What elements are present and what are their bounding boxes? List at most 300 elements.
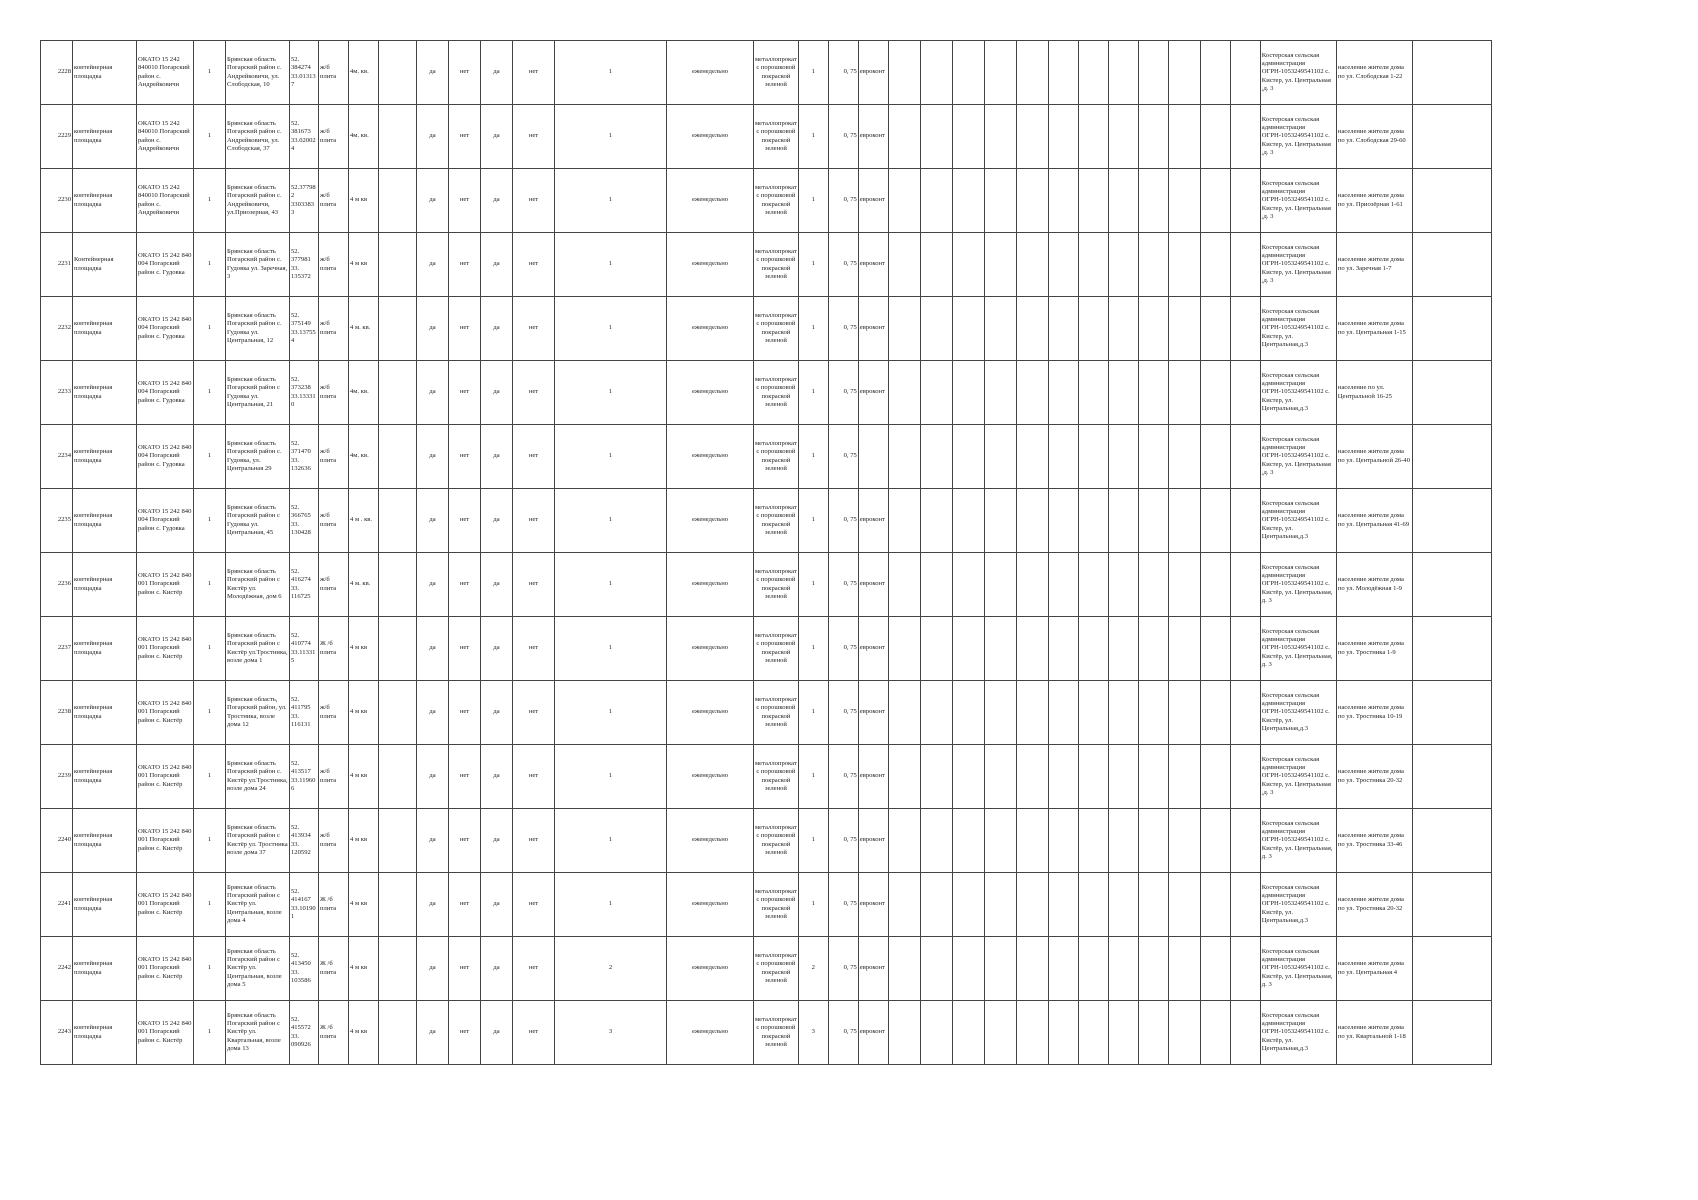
site-area: 4 м кв (349, 873, 379, 937)
blank-cell (952, 233, 984, 297)
blank-cell (952, 41, 984, 105)
site-area: 4 м кв (349, 809, 379, 873)
fence-flag: да (417, 553, 449, 617)
container-kind: евроконт (858, 233, 888, 297)
table-row (41, 745, 1492, 809)
site-type: контейнерная площадка (73, 361, 137, 425)
blank-cell (1412, 553, 1491, 617)
blank-cell (1016, 105, 1048, 169)
row-number: 2233 (41, 361, 73, 425)
blank-cell (984, 745, 1016, 809)
container-material: металлопрокат с порошковой покраской зеленой (754, 873, 799, 937)
container-count-total: 2 (798, 937, 828, 1001)
container-kind: евроконт (858, 105, 888, 169)
container-volume: 0, 75 (828, 297, 858, 361)
blank-cell (379, 105, 417, 169)
access-flag: да (481, 937, 513, 1001)
blank-cell (1230, 361, 1260, 425)
blank-cell (1108, 873, 1138, 937)
coordinates: 52. 384274 33.01313 7 (290, 41, 319, 105)
surface-type: ж/б плита (319, 425, 349, 489)
blank-cell (379, 809, 417, 873)
table-row (41, 425, 1492, 489)
blank-cell (1168, 937, 1200, 1001)
blank-cell (1048, 297, 1078, 361)
okato-code: ОКАТО 15 242 840 001 Погарский район с. Кистёр (137, 553, 194, 617)
container-kind: евроконт (858, 553, 888, 617)
blank-cell (1138, 41, 1168, 105)
waste-sites-table (40, 40, 1492, 1065)
container-material: металлопрокат с порошковой покраской зеленой (754, 553, 799, 617)
roof-flag: нет (449, 361, 481, 425)
site-address: Брянская область Погарский район с. Гудовка, ул. Центральная 29 (226, 425, 290, 489)
container-count-total: 1 (798, 41, 828, 105)
site-type: контейнерная площадка (73, 489, 137, 553)
blank-cell (379, 489, 417, 553)
blank-cell (984, 425, 1016, 489)
blank-cell (1078, 105, 1108, 169)
okato-code: ОКАТО 15 242 840010 Погарский район с. Андрейковичи (137, 41, 194, 105)
blank-cell (1200, 937, 1230, 1001)
blank-cell (1048, 41, 1078, 105)
roof-flag: нет (449, 297, 481, 361)
blank-cell (1412, 681, 1491, 745)
blank-cell (1230, 617, 1260, 681)
surface-type: ж/б плита (319, 105, 349, 169)
site-count: 1 (194, 425, 226, 489)
separate-flag: нет (513, 873, 555, 937)
table-row (41, 1001, 1492, 1065)
blank-cell (952, 489, 984, 553)
blank-cell (1078, 361, 1108, 425)
container-kind: евроконт (858, 937, 888, 1001)
blank-cell (920, 681, 952, 745)
blank-cell (1016, 425, 1048, 489)
okato-code: ОКАТО 15 242 840 001 Погарский район с. Кистёр (137, 681, 194, 745)
owner-info: Костерская сельская администрация ОГРН-1053249541102 с. Кистёр, ул. Центральная,д.3 (1260, 681, 1336, 745)
row-number: 2229 (41, 105, 73, 169)
separate-flag: нет (513, 425, 555, 489)
blank-cell (952, 169, 984, 233)
blank-cell (952, 553, 984, 617)
table-row (41, 617, 1492, 681)
surface-type: ж/б плита (319, 745, 349, 809)
blank-cell (1412, 41, 1491, 105)
blank-cell (1108, 361, 1138, 425)
site-area: 4 м кв (349, 233, 379, 297)
blank-cell (1412, 1001, 1491, 1065)
container-volume: 0, 75 (828, 233, 858, 297)
fence-flag: да (417, 681, 449, 745)
blank-cell (1048, 553, 1078, 617)
blank-cell (1048, 681, 1078, 745)
blank-cell (1412, 297, 1491, 361)
container-volume: 0, 75 (828, 425, 858, 489)
blank-cell (379, 553, 417, 617)
blank-cell (1048, 1001, 1078, 1065)
site-type: Контейнерная площадка (73, 233, 137, 297)
owner-info: Костерская сельская администрация ОГРН-1053249541102 с. Кистер, ул. Центральная ,д. 3 (1260, 745, 1336, 809)
blank-cell (888, 41, 920, 105)
blank-cell (1016, 745, 1048, 809)
blank-cell (1168, 681, 1200, 745)
blank-cell (379, 169, 417, 233)
blank-cell (1230, 745, 1260, 809)
blank-cell (1078, 297, 1108, 361)
blank-cell (1078, 617, 1108, 681)
site-area: 4 м. кв. (349, 297, 379, 361)
container-kind: евроконт (858, 873, 888, 937)
coordinates: 52. 366765 33. 130428 (290, 489, 319, 553)
site-count: 1 (194, 809, 226, 873)
surface-type: Ж /б плита (319, 1001, 349, 1065)
site-address: Брянская область Погарский район с Кистёр ул. Тростника возле дома 37 (226, 809, 290, 873)
container-count: 1 (555, 425, 667, 489)
blank-cell (984, 489, 1016, 553)
okato-code: ОКАТО 15 242 840 004 Погарский район с. Гудовка (137, 425, 194, 489)
blank-cell (1048, 745, 1078, 809)
roof-flag: нет (449, 745, 481, 809)
waste-source: население жители дома по ул. Тростника 20-32 (1336, 873, 1412, 937)
blank-cell (1078, 41, 1108, 105)
blank-cell (1016, 553, 1048, 617)
container-count: 1 (555, 809, 667, 873)
okato-code: ОКАТО 15 242 840 001 Погарский район с. Кистёр (137, 745, 194, 809)
pickup-frequency: еженедельно (667, 361, 754, 425)
blank-cell (920, 553, 952, 617)
table-row (41, 873, 1492, 937)
blank-cell (379, 361, 417, 425)
blank-cell (1168, 1001, 1200, 1065)
coordinates: 52. 415572 33. 090926 (290, 1001, 319, 1065)
row-number: 2234 (41, 425, 73, 489)
blank-cell (888, 105, 920, 169)
table-row (41, 105, 1492, 169)
blank-cell (1138, 617, 1168, 681)
blank-cell (952, 617, 984, 681)
site-count: 1 (194, 553, 226, 617)
blank-cell (1078, 169, 1108, 233)
blank-cell (1048, 873, 1078, 937)
access-flag: да (481, 809, 513, 873)
container-volume: 0, 75 (828, 745, 858, 809)
site-address: Брянская область Погарский район с. Андрейковичи, ул. Слободская, 37 (226, 105, 290, 169)
okato-code: ОКАТО 15 242 840 004 Погарский район с. Гудовка (137, 297, 194, 361)
waste-source: население жители дома по ул. Центральная 1-15 (1336, 297, 1412, 361)
owner-info: Костерская сельская администрация ОГРН-1053249541102 с. Кистер, ул. Центральная ,д. 3 (1260, 425, 1336, 489)
row-number: 2240 (41, 809, 73, 873)
okato-code: ОКАТО 15 242 840 001 Погарский район с. Кистёр (137, 873, 194, 937)
blank-cell (1230, 489, 1260, 553)
pickup-frequency: еженедельно (667, 425, 754, 489)
surface-type: ж/б плита (319, 809, 349, 873)
blank-cell (1016, 681, 1048, 745)
blank-cell (920, 489, 952, 553)
blank-cell (888, 617, 920, 681)
blank-cell (1200, 297, 1230, 361)
separate-flag: нет (513, 745, 555, 809)
row-number: 2231 (41, 233, 73, 297)
container-material: металлопрокат с порошковой покраской зеленой (754, 297, 799, 361)
blank-cell (1108, 553, 1138, 617)
row-number: 2239 (41, 745, 73, 809)
blank-cell (1016, 937, 1048, 1001)
blank-cell (1168, 745, 1200, 809)
blank-cell (1200, 553, 1230, 617)
blank-cell (1168, 233, 1200, 297)
owner-info: Костерская сельская администрация ОГРН-1053249541102 с. Кистёр, ул. Центральная, д. 3 (1260, 809, 1336, 873)
roof-flag: нет (449, 425, 481, 489)
surface-type: ж/б плита (319, 41, 349, 105)
blank-cell (1200, 873, 1230, 937)
blank-cell (984, 681, 1016, 745)
pickup-frequency: еженедельно (667, 873, 754, 937)
blank-cell (1078, 1001, 1108, 1065)
fence-flag: да (417, 617, 449, 681)
container-material: металлопрокат с порошковой покраской зеленой (754, 937, 799, 1001)
site-type: контейнерная площадка (73, 1001, 137, 1065)
blank-cell (379, 745, 417, 809)
blank-cell (1200, 233, 1230, 297)
blank-cell (952, 681, 984, 745)
blank-cell (1016, 169, 1048, 233)
blank-cell (1108, 937, 1138, 1001)
access-flag: да (481, 297, 513, 361)
blank-cell (1138, 105, 1168, 169)
site-type: контейнерная площадка (73, 105, 137, 169)
site-type: контейнерная площадка (73, 553, 137, 617)
coordinates: 52. 373238 33.13331 0 (290, 361, 319, 425)
table-row (41, 489, 1492, 553)
blank-cell (1016, 1001, 1048, 1065)
table-row (41, 553, 1492, 617)
site-area: 4м. кв. (349, 425, 379, 489)
site-area: 4 м кв (349, 745, 379, 809)
roof-flag: нет (449, 681, 481, 745)
blank-cell (1138, 489, 1168, 553)
fence-flag: да (417, 297, 449, 361)
coordinates: 52. 375149 33.13755 4 (290, 297, 319, 361)
blank-cell (1412, 361, 1491, 425)
owner-info: Костерская сельская администрация ОГРН-1053249541102 с. Кистёр, ул. Центральная,д.3 (1260, 1001, 1336, 1065)
site-area: 4м. кв. (349, 361, 379, 425)
container-count: 1 (555, 41, 667, 105)
blank-cell (920, 105, 952, 169)
blank-cell (952, 937, 984, 1001)
access-flag: да (481, 681, 513, 745)
blank-cell (888, 489, 920, 553)
blank-cell (1168, 809, 1200, 873)
waste-source: население жители дома по ул. Центральной 26-40 (1336, 425, 1412, 489)
blank-cell (1168, 425, 1200, 489)
blank-cell (1078, 425, 1108, 489)
blank-cell (1200, 809, 1230, 873)
blank-cell (920, 937, 952, 1001)
okato-code: ОКАТО 15 242 840 004 Погарский район с. Гудовка (137, 233, 194, 297)
table-row (41, 297, 1492, 361)
owner-info: Костерская сельская администрация ОГРН-1053249541102 с. Кистёр, ул. Центральная, д. 3 (1260, 617, 1336, 681)
container-volume: 0, 75 (828, 809, 858, 873)
pickup-frequency: еженедельно (667, 937, 754, 1001)
surface-type: ж/б плита (319, 361, 349, 425)
blank-cell (920, 873, 952, 937)
blank-cell (984, 553, 1016, 617)
access-flag: да (481, 1001, 513, 1065)
waste-source: население по ул. Центральной 16-25 (1336, 361, 1412, 425)
blank-cell (1412, 809, 1491, 873)
site-type: контейнерная площадка (73, 425, 137, 489)
blank-cell (1048, 489, 1078, 553)
blank-cell (1138, 1001, 1168, 1065)
blank-cell (1078, 809, 1108, 873)
container-volume: 0, 75 (828, 873, 858, 937)
blank-cell (888, 1001, 920, 1065)
site-address: Брянская область Погарский район с Кистёр ул. Квартальная, возле дома 13 (226, 1001, 290, 1065)
container-material: металлопрокат с порошковой покраской зеленой (754, 41, 799, 105)
blank-cell (1168, 169, 1200, 233)
fence-flag: да (417, 169, 449, 233)
surface-type: ж/б плита (319, 297, 349, 361)
fence-flag: да (417, 745, 449, 809)
fence-flag: да (417, 105, 449, 169)
blank-cell (952, 425, 984, 489)
owner-info: Костерская сельская администрация ОГРН-1053249541102 с. Кистёр, ул. Центральная, д. 3 (1260, 937, 1336, 1001)
coordinates: 52. 377981 33. 135372 (290, 233, 319, 297)
coordinates: 52. 413517 33.11960 6 (290, 745, 319, 809)
blank-cell (1138, 937, 1168, 1001)
separate-flag: нет (513, 361, 555, 425)
roof-flag: нет (449, 1001, 481, 1065)
separate-flag: нет (513, 617, 555, 681)
container-count-total: 3 (798, 1001, 828, 1065)
container-material: металлопрокат с порошковой покраской зеленой (754, 681, 799, 745)
access-flag: да (481, 489, 513, 553)
site-area: 4 м. кв. (349, 553, 379, 617)
site-area: 4м. кв. (349, 41, 379, 105)
container-kind: евроконт (858, 617, 888, 681)
separate-flag: нет (513, 553, 555, 617)
container-volume: 0, 75 (828, 489, 858, 553)
blank-cell (952, 361, 984, 425)
blank-cell (1200, 681, 1230, 745)
owner-info: Костерская сельская администрация ОГРН-1053249541102 с. Кистер, ул. Центральная,д.3 (1260, 361, 1336, 425)
pickup-frequency: еженедельно (667, 1001, 754, 1065)
access-flag: да (481, 873, 513, 937)
pickup-frequency: еженедельно (667, 745, 754, 809)
waste-source: население жители дома по ул. Заречная 1-7 (1336, 233, 1412, 297)
blank-cell (379, 1001, 417, 1065)
pickup-frequency: еженедельно (667, 553, 754, 617)
container-count-total: 1 (798, 361, 828, 425)
container-kind: евроконт (858, 41, 888, 105)
owner-info: Костерская сельская администрация ОГРН-1053249541102 с. Кистер, ул. Центральная ,д. 3 (1260, 105, 1336, 169)
owner-info: Костерская сельская администрация ОГРН-1053249541102 с. Кистер, ул. Центральная ,д. 3 (1260, 169, 1336, 233)
coordinates: 52. 413934 33. 120592 (290, 809, 319, 873)
container-kind (858, 425, 888, 489)
access-flag: да (481, 233, 513, 297)
blank-cell (1138, 681, 1168, 745)
coordinates: 52. 413450 33. 103586 (290, 937, 319, 1001)
site-area: 4 м кв (349, 681, 379, 745)
container-count-total: 1 (798, 873, 828, 937)
blank-cell (1168, 617, 1200, 681)
access-flag: да (481, 553, 513, 617)
blank-cell (1200, 617, 1230, 681)
roof-flag: нет (449, 809, 481, 873)
roof-flag: нет (449, 105, 481, 169)
waste-source: население жители дома по ул. Слободская 29-60 (1336, 105, 1412, 169)
blank-cell (984, 361, 1016, 425)
blank-cell (1230, 937, 1260, 1001)
blank-cell (1168, 297, 1200, 361)
row-number: 2228 (41, 41, 73, 105)
blank-cell (1138, 809, 1168, 873)
container-count-total: 1 (798, 105, 828, 169)
waste-source: население жители дома по ул. Квартальной 1-18 (1336, 1001, 1412, 1065)
blank-cell (1048, 169, 1078, 233)
table-row (41, 361, 1492, 425)
blank-cell (1108, 41, 1138, 105)
separate-flag: нет (513, 233, 555, 297)
container-kind: евроконт (858, 361, 888, 425)
blank-cell (952, 1001, 984, 1065)
site-address: Брянская область Погарский район с Кистёр ул. Центральная, возле дома 5 (226, 937, 290, 1001)
container-count: 1 (555, 617, 667, 681)
okato-code: ОКАТО 15 242 840 004 Погарский район с. Гудовка (137, 489, 194, 553)
container-count: 2 (555, 937, 667, 1001)
blank-cell (1108, 425, 1138, 489)
container-material: металлопрокат с порошковой покраской зеленой (754, 745, 799, 809)
blank-cell (920, 425, 952, 489)
blank-cell (1138, 425, 1168, 489)
blank-cell (984, 809, 1016, 873)
site-area: 4 м кв (349, 617, 379, 681)
surface-type: Ж /б плита (319, 617, 349, 681)
site-area: 4 м кв (349, 937, 379, 1001)
surface-type: ж/б плита (319, 681, 349, 745)
blank-cell (888, 297, 920, 361)
waste-source: население жители дома по ул. Приозёрная 1-61 (1336, 169, 1412, 233)
blank-cell (920, 745, 952, 809)
site-address: Брянская область Погарский район с. Андрейковичи, ул.Приозерная, 43 (226, 169, 290, 233)
blank-cell (379, 233, 417, 297)
coordinates: 52. 381673 33.02002 4 (290, 105, 319, 169)
separate-flag: нет (513, 489, 555, 553)
blank-cell (984, 1001, 1016, 1065)
blank-cell (1108, 233, 1138, 297)
owner-info: Костерская сельская администрация ОГРН-1053249541102 с. Кистёр, ул. Центральная, д. 3 (1260, 553, 1336, 617)
site-address: Брянская область Погарский район с. Андрейковичи, ул. Слободская, 10 (226, 41, 290, 105)
fence-flag: да (417, 873, 449, 937)
surface-type: ж/б плита (319, 169, 349, 233)
site-type: контейнерная площадка (73, 41, 137, 105)
fence-flag: да (417, 41, 449, 105)
row-number: 2236 (41, 553, 73, 617)
blank-cell (1200, 425, 1230, 489)
container-material: металлопрокат с порошковой покраской зеленой (754, 105, 799, 169)
blank-cell (952, 873, 984, 937)
blank-cell (379, 873, 417, 937)
site-address: Брянская область Погарский район с Гудовка ул. Центральная, 45 (226, 489, 290, 553)
blank-cell (1200, 489, 1230, 553)
pickup-frequency: еженедельно (667, 105, 754, 169)
blank-cell (379, 681, 417, 745)
blank-cell (379, 617, 417, 681)
separate-flag: нет (513, 809, 555, 873)
site-address: Брянская область Погарский район с Гудовка ул. Центральная, 21 (226, 361, 290, 425)
site-count: 1 (194, 297, 226, 361)
blank-cell (920, 233, 952, 297)
